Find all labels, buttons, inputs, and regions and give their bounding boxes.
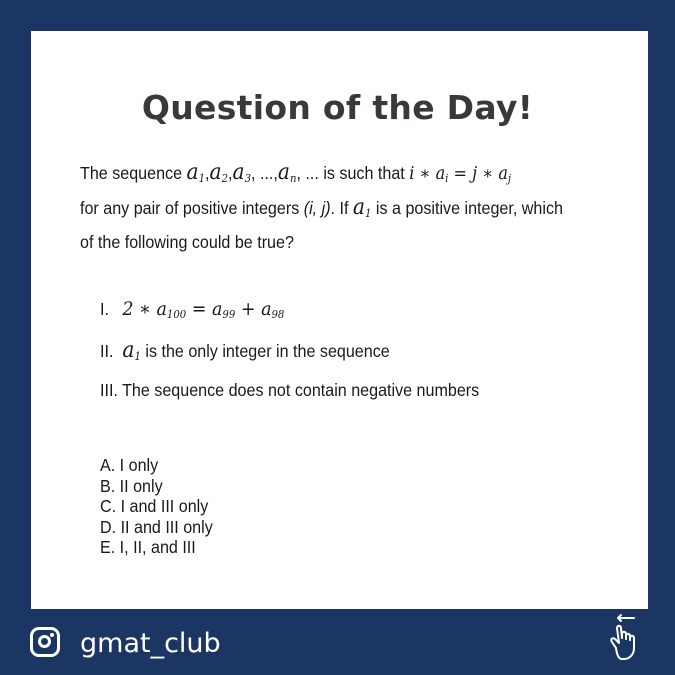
instagram-handle[interactable]: gmat_club: [80, 628, 221, 659]
statement-3: III. The sequence does not contain negative numbers: [100, 380, 480, 400]
math-a3: $a_3$: [232, 160, 252, 185]
math-condition: i ∗ $a_i = j$ ∗ $a_j$: [409, 164, 512, 185]
math-statement-1: 2 ∗ $a_{100} = a_{99} + a_{98}$: [122, 298, 285, 321]
math-a1: $a_1$: [186, 160, 206, 185]
page-title: Question of the Day!: [141, 88, 534, 127]
answer-choices: [100, 455, 213, 558]
choice-e[interactable]: E. I, II, and III: [100, 537, 196, 557]
math-a1-cond: $a_1$: [352, 195, 372, 220]
choice-a[interactable]: A. I only: [100, 455, 159, 475]
question-intro: The sequence: [80, 163, 187, 183]
choice-b[interactable]: B. II only: [100, 475, 163, 496]
math-a2: $a_2$: [209, 160, 229, 185]
statement-1: I. 2 ∗ $a_{100} = a_{99} + a_{98}$: [100, 298, 285, 321]
question-ask: is a positive integer, which of the following could be true?: [80, 198, 563, 252]
choice-c[interactable]: C. I and III only: [100, 496, 209, 516]
math-statement-2: $a_1$: [122, 338, 141, 363]
question-line2: for any pair of positive integers: [80, 198, 304, 218]
integer-pair: (i, j): [303, 198, 331, 218]
choice-d[interactable]: D. II and III only: [100, 516, 213, 537]
statement-2: II. $a_1$ is the only integer in the sequence: [100, 338, 390, 363]
swipe-hand-icon: [600, 612, 648, 664]
math-an: $a_n$: [277, 160, 297, 185]
instagram-icon[interactable]: [30, 627, 60, 657]
question-text: The sequence $a_1,a_2,a_3$, $...,a_n$, ... is such that i ∗ $a_i = j$ ∗ $a_j$ for any pair of positive integers (i, j). If $a_1$ is a positive integer, which of the following could be true?: [80, 160, 563, 252]
